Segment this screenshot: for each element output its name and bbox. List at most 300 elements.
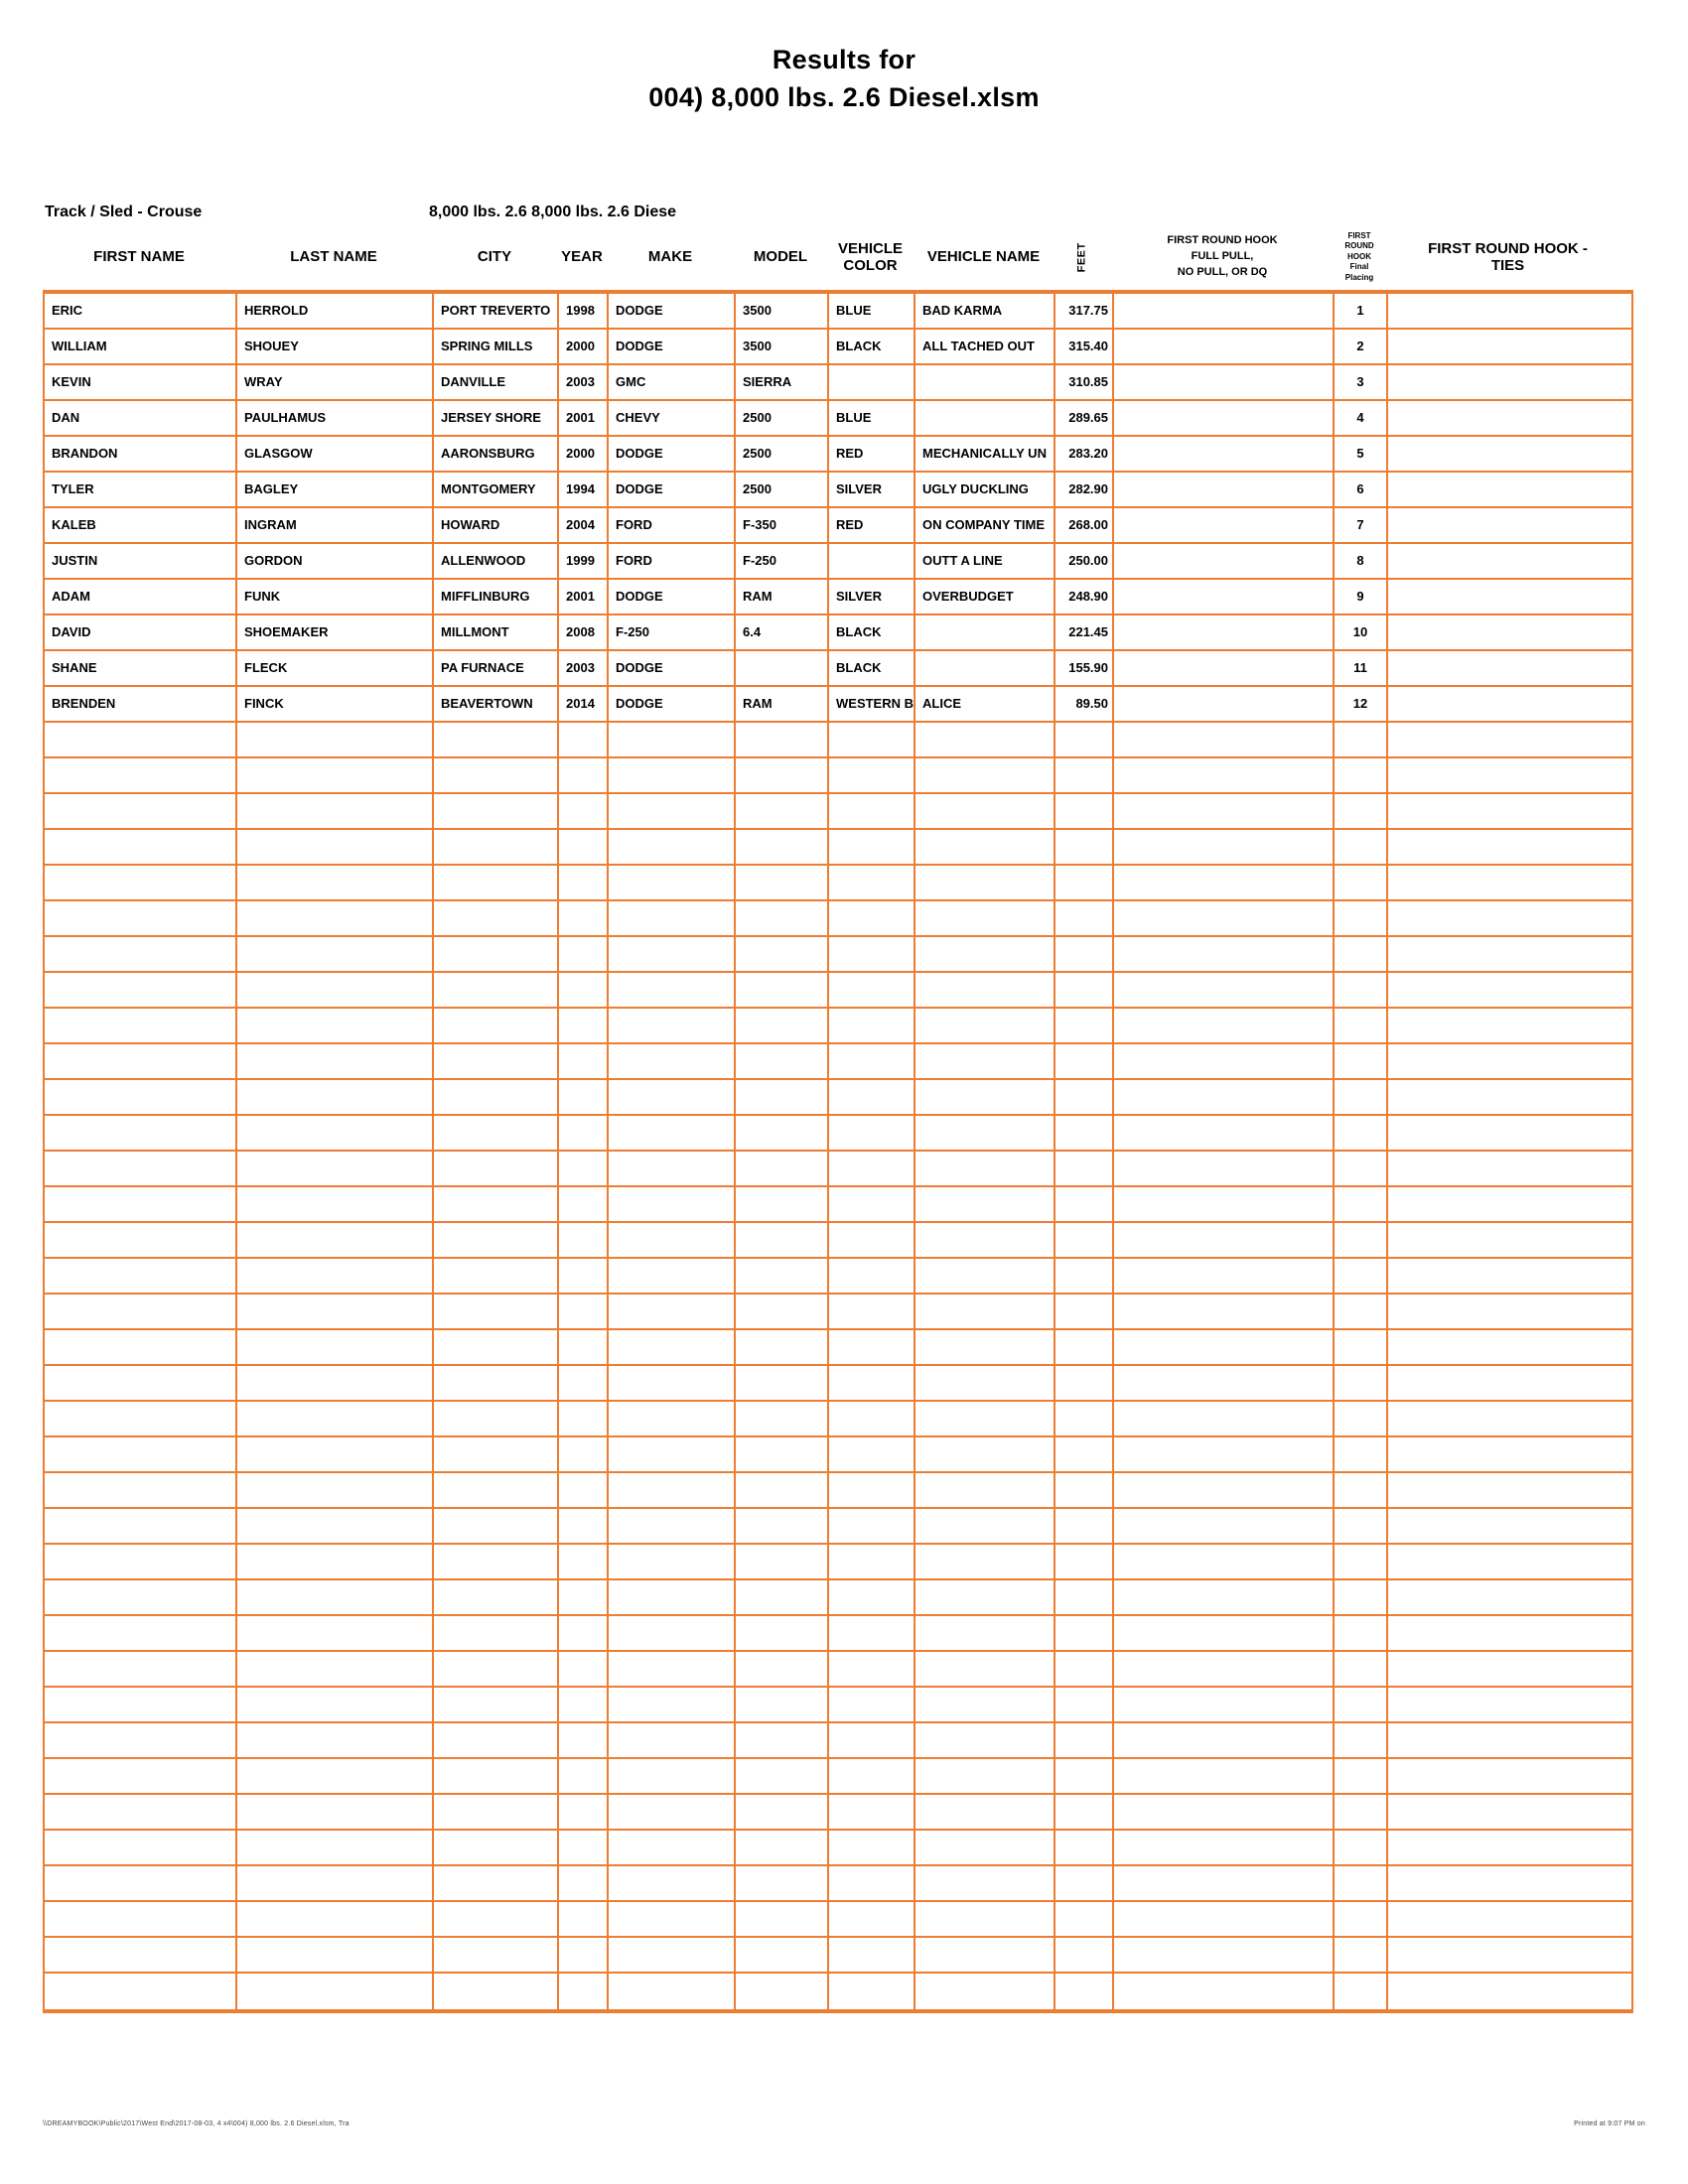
cell-placing xyxy=(1335,1616,1388,1650)
cell-city xyxy=(434,973,559,1007)
cell-year xyxy=(559,1652,609,1686)
meta-row xyxy=(0,204,1688,225)
vehicle-color-line1: VEHICLE xyxy=(837,239,903,257)
cell-make xyxy=(609,1616,736,1650)
cell-vehicle_color xyxy=(829,1437,915,1471)
cell-placing xyxy=(1335,1366,1388,1400)
cell-vehicle_color xyxy=(829,1259,915,1293)
cell-year xyxy=(559,1473,609,1507)
cell-feet xyxy=(1055,1616,1114,1650)
cell-feet xyxy=(1055,1080,1114,1114)
cell-vehicle_color xyxy=(829,365,915,399)
cell-feet xyxy=(1055,1831,1114,1864)
full-pull-line3: NO PULL, OR DQ xyxy=(1177,265,1268,278)
table-row xyxy=(45,1974,1631,2009)
cell-city xyxy=(434,1187,559,1221)
cell-last_name: GORDON xyxy=(237,544,434,578)
cell-make xyxy=(609,758,736,792)
cell-vehicle_name xyxy=(915,1366,1055,1400)
placing-line2: ROUND xyxy=(1344,241,1374,251)
cell-city: HOWARD xyxy=(434,508,559,542)
cell-vehicle_name xyxy=(915,937,1055,971)
cell-last_name xyxy=(237,1009,434,1042)
table-row xyxy=(45,1437,1631,1473)
cell-model xyxy=(736,830,829,864)
cell-vehicle_color xyxy=(829,1366,915,1400)
cell-make xyxy=(609,1652,736,1686)
cell-placing xyxy=(1335,1080,1388,1114)
cell-vehicle_name xyxy=(915,651,1055,685)
table-row xyxy=(45,1509,1631,1545)
cell-ties xyxy=(1388,1330,1631,1364)
cell-make xyxy=(609,901,736,935)
cell-full_pull xyxy=(1114,866,1335,899)
cell-make xyxy=(609,937,736,971)
cell-last_name: FLECK xyxy=(237,651,434,685)
cell-first_name xyxy=(45,1795,237,1829)
cell-make: DODGE xyxy=(609,651,736,685)
table-row xyxy=(45,1759,1631,1795)
cell-ties xyxy=(1388,508,1631,542)
cell-city: JERSEY SHORE xyxy=(434,401,559,435)
cell-year xyxy=(559,1688,609,1721)
column-header-vehicle-color xyxy=(827,224,914,290)
column-header-vehicle-name: VEHICLE NAME xyxy=(926,248,1041,266)
cell-full_pull xyxy=(1114,401,1335,435)
cell-year xyxy=(559,1295,609,1328)
cell-year xyxy=(559,1152,609,1185)
table-row xyxy=(45,723,1631,758)
cell-vehicle_name xyxy=(915,1473,1055,1507)
cell-vehicle_name xyxy=(915,1652,1055,1686)
cell-year xyxy=(559,794,609,828)
cell-placing xyxy=(1335,973,1388,1007)
cell-year xyxy=(559,1509,609,1543)
cell-ties xyxy=(1388,758,1631,792)
cell-feet xyxy=(1055,1402,1114,1435)
cell-year xyxy=(559,1259,609,1293)
cell-last_name xyxy=(237,1580,434,1614)
cell-last_name xyxy=(237,1974,434,2009)
cell-full_pull xyxy=(1114,1795,1335,1829)
cell-vehicle_name: MECHANICALLY UN xyxy=(915,437,1055,471)
cell-first_name xyxy=(45,1759,237,1793)
cell-first_name xyxy=(45,1688,237,1721)
cell-year xyxy=(559,830,609,864)
cell-vehicle_name xyxy=(915,1616,1055,1650)
table-row xyxy=(45,1580,1631,1616)
cell-first_name xyxy=(45,901,237,935)
cell-feet xyxy=(1055,1652,1114,1686)
cell-ties xyxy=(1388,1509,1631,1543)
cell-vehicle_color xyxy=(829,937,915,971)
cell-city xyxy=(434,1902,559,1936)
cell-ties xyxy=(1388,1652,1631,1686)
cell-vehicle_name xyxy=(915,1187,1055,1221)
table-row xyxy=(45,401,1631,437)
cell-ties xyxy=(1388,1723,1631,1757)
table-row xyxy=(45,580,1631,615)
cell-full_pull xyxy=(1114,365,1335,399)
cell-last_name xyxy=(237,1044,434,1078)
cell-model xyxy=(736,1616,829,1650)
cell-vehicle_color xyxy=(829,723,915,756)
cell-model xyxy=(736,758,829,792)
cell-full_pull xyxy=(1114,1509,1335,1543)
cell-feet xyxy=(1055,1330,1114,1364)
cell-make xyxy=(609,1473,736,1507)
cell-year xyxy=(559,1795,609,1829)
cell-city: PORT TREVERTO xyxy=(434,294,559,328)
cell-placing: 10 xyxy=(1335,615,1388,649)
cell-make: FORD xyxy=(609,508,736,542)
cell-city xyxy=(434,1509,559,1543)
cell-feet: 289.65 xyxy=(1055,401,1114,435)
cell-model xyxy=(736,937,829,971)
cell-placing xyxy=(1335,1116,1388,1150)
cell-first_name xyxy=(45,1044,237,1078)
table-row xyxy=(45,901,1631,937)
cell-city xyxy=(434,1831,559,1864)
cell-model xyxy=(736,1473,829,1507)
cell-year xyxy=(559,1831,609,1864)
cell-vehicle_name xyxy=(915,1295,1055,1328)
cell-city xyxy=(434,1366,559,1400)
cell-model xyxy=(736,1545,829,1578)
cell-vehicle_color: BLACK xyxy=(829,651,915,685)
table-row xyxy=(45,1473,1631,1509)
table-row xyxy=(45,544,1631,580)
column-header-row xyxy=(43,224,1633,290)
cell-year xyxy=(559,1437,609,1471)
table-row xyxy=(45,1044,1631,1080)
cell-feet xyxy=(1055,723,1114,756)
cell-full_pull xyxy=(1114,330,1335,363)
cell-first_name: BRANDON xyxy=(45,437,237,471)
column-header-city: CITY xyxy=(477,248,512,266)
cell-model xyxy=(736,651,829,685)
cell-model: SIERRA xyxy=(736,365,829,399)
cell-vehicle_color xyxy=(829,1295,915,1328)
cell-placing xyxy=(1335,1938,1388,1972)
cell-ties xyxy=(1388,1366,1631,1400)
cell-last_name: WRAY xyxy=(237,365,434,399)
cell-ties xyxy=(1388,1866,1631,1900)
cell-vehicle_color xyxy=(829,1545,915,1578)
cell-make: GMC xyxy=(609,365,736,399)
cell-city: DANVILLE xyxy=(434,365,559,399)
cell-full_pull xyxy=(1114,1187,1335,1221)
cell-last_name xyxy=(237,1473,434,1507)
table-row xyxy=(45,1330,1631,1366)
cell-last_name xyxy=(237,1187,434,1221)
cell-make xyxy=(609,1259,736,1293)
cell-city: MONTGOMERY xyxy=(434,473,559,506)
cell-placing xyxy=(1335,1688,1388,1721)
cell-full_pull xyxy=(1114,1044,1335,1078)
cell-vehicle_name: UGLY DUCKLING xyxy=(915,473,1055,506)
table-row xyxy=(45,1187,1631,1223)
cell-model xyxy=(736,1938,829,1972)
cell-model xyxy=(736,1866,829,1900)
cell-first_name xyxy=(45,1366,237,1400)
cell-feet: 315.40 xyxy=(1055,330,1114,363)
cell-full_pull xyxy=(1114,901,1335,935)
cell-placing xyxy=(1335,1295,1388,1328)
table-row xyxy=(45,866,1631,901)
cell-vehicle_name xyxy=(915,1259,1055,1293)
cell-vehicle_name xyxy=(915,830,1055,864)
cell-first_name xyxy=(45,1223,237,1257)
cell-make xyxy=(609,830,736,864)
table-row xyxy=(45,1116,1631,1152)
cell-vehicle_color xyxy=(829,1831,915,1864)
cell-first_name xyxy=(45,1330,237,1364)
cell-placing xyxy=(1335,1437,1388,1471)
cell-vehicle_name xyxy=(915,1938,1055,1972)
cell-vehicle_name xyxy=(915,1437,1055,1471)
cell-feet xyxy=(1055,1187,1114,1221)
cell-full_pull xyxy=(1114,1652,1335,1686)
cell-model xyxy=(736,1080,829,1114)
cell-vehicle_name xyxy=(915,1116,1055,1150)
cell-ties xyxy=(1388,1152,1631,1185)
cell-full_pull xyxy=(1114,1473,1335,1507)
cell-placing xyxy=(1335,1223,1388,1257)
cell-feet xyxy=(1055,1795,1114,1829)
cell-first_name xyxy=(45,1902,237,1936)
cell-ties xyxy=(1388,901,1631,935)
cell-vehicle_color xyxy=(829,1723,915,1757)
cell-last_name xyxy=(237,1402,434,1435)
cell-city: ALLENWOOD xyxy=(434,544,559,578)
cell-feet xyxy=(1055,1509,1114,1543)
cell-year: 1999 xyxy=(559,544,609,578)
cell-full_pull xyxy=(1114,651,1335,685)
table-row xyxy=(45,1009,1631,1044)
placing-line3: HOOK xyxy=(1347,251,1371,261)
cell-city xyxy=(434,1759,559,1793)
cell-make xyxy=(609,1759,736,1793)
table-row xyxy=(45,330,1631,365)
cell-model xyxy=(736,866,829,899)
table-row xyxy=(45,1295,1631,1330)
cell-ties xyxy=(1388,580,1631,614)
cell-ties xyxy=(1388,1295,1631,1328)
table-row xyxy=(45,1795,1631,1831)
cell-last_name xyxy=(237,723,434,756)
cell-last_name xyxy=(237,794,434,828)
cell-model: RAM xyxy=(736,580,829,614)
cell-make xyxy=(609,1366,736,1400)
cell-year xyxy=(559,973,609,1007)
cell-full_pull xyxy=(1114,1938,1335,1972)
cell-year xyxy=(559,1759,609,1793)
cell-last_name xyxy=(237,1688,434,1721)
cell-first_name xyxy=(45,1152,237,1185)
cell-first_name xyxy=(45,1723,237,1757)
cell-vehicle_color xyxy=(829,973,915,1007)
cell-vehicle_color: BLUE xyxy=(829,294,915,328)
cell-placing xyxy=(1335,794,1388,828)
cell-vehicle_name xyxy=(915,973,1055,1007)
cell-make xyxy=(609,1866,736,1900)
cell-make: DODGE xyxy=(609,687,736,721)
cell-first_name: KEVIN xyxy=(45,365,237,399)
ties-line2: TIES xyxy=(1490,257,1525,274)
cell-vehicle_name xyxy=(915,1759,1055,1793)
cell-city xyxy=(434,1616,559,1650)
table-row xyxy=(45,1688,1631,1723)
cell-city: MILLMONT xyxy=(434,615,559,649)
cell-placing xyxy=(1335,1402,1388,1435)
cell-vehicle_name xyxy=(915,1009,1055,1042)
cell-first_name: ERIC xyxy=(45,294,237,328)
cell-placing xyxy=(1335,1330,1388,1364)
cell-placing xyxy=(1335,758,1388,792)
cell-city xyxy=(434,1295,559,1328)
cell-model: 2500 xyxy=(736,473,829,506)
table-row xyxy=(45,651,1631,687)
report-title-line1: Results for xyxy=(772,45,916,74)
cell-last_name xyxy=(237,937,434,971)
cell-ties xyxy=(1388,973,1631,1007)
cell-model xyxy=(736,1009,829,1042)
cell-city xyxy=(434,758,559,792)
cell-full_pull xyxy=(1114,437,1335,471)
table-row xyxy=(45,365,1631,401)
table-row xyxy=(45,758,1631,794)
table-row xyxy=(45,830,1631,866)
cell-last_name xyxy=(237,1831,434,1864)
cell-vehicle_color xyxy=(829,901,915,935)
cell-feet xyxy=(1055,1116,1114,1150)
cell-ties xyxy=(1388,1831,1631,1864)
cell-city xyxy=(434,1044,559,1078)
cell-city: BEAVERTOWN xyxy=(434,687,559,721)
cell-vehicle_color xyxy=(829,1938,915,1972)
cell-vehicle_color xyxy=(829,1473,915,1507)
cell-year xyxy=(559,901,609,935)
table-row xyxy=(45,437,1631,473)
cell-vehicle_name xyxy=(915,758,1055,792)
cell-vehicle_name xyxy=(915,723,1055,756)
cell-vehicle_name xyxy=(915,1831,1055,1864)
cell-model xyxy=(736,1652,829,1686)
cell-vehicle_color xyxy=(829,1974,915,2009)
cell-model xyxy=(736,1295,829,1328)
cell-year: 1998 xyxy=(559,294,609,328)
table-row xyxy=(45,1831,1631,1866)
cell-year: 2003 xyxy=(559,365,609,399)
cell-placing: 3 xyxy=(1335,365,1388,399)
table-row xyxy=(45,687,1631,723)
cell-ties xyxy=(1388,1116,1631,1150)
cell-ties xyxy=(1388,615,1631,649)
cell-city xyxy=(434,1473,559,1507)
cell-year xyxy=(559,1187,609,1221)
cell-full_pull xyxy=(1114,1866,1335,1900)
cell-make xyxy=(609,1187,736,1221)
cell-placing xyxy=(1335,1187,1388,1221)
cell-first_name: ADAM xyxy=(45,580,237,614)
cell-full_pull xyxy=(1114,1902,1335,1936)
cell-placing xyxy=(1335,830,1388,864)
cell-ties xyxy=(1388,830,1631,864)
cell-last_name xyxy=(237,1116,434,1150)
cell-placing: 2 xyxy=(1335,330,1388,363)
results-grid xyxy=(43,290,1633,2013)
cell-make xyxy=(609,1545,736,1578)
cell-vehicle_name xyxy=(915,1044,1055,1078)
table-row xyxy=(45,1366,1631,1402)
cell-last_name xyxy=(237,973,434,1007)
cell-model: F-250 xyxy=(736,544,829,578)
cell-ties xyxy=(1388,1437,1631,1471)
cell-vehicle_color xyxy=(829,1866,915,1900)
cell-make xyxy=(609,1723,736,1757)
cell-feet: 317.75 xyxy=(1055,294,1114,328)
cell-last_name xyxy=(237,901,434,935)
footer-file-path: \\DREAMYBOOK\Public\2017\West End\2017-08-03, 4 x4\004) 8,000 lbs. 2.6 Diesel.xlsm, Tra xyxy=(43,2120,350,2127)
cell-ties xyxy=(1388,794,1631,828)
cell-last_name xyxy=(237,866,434,899)
cell-make xyxy=(609,1902,736,1936)
cell-last_name: SHOEMAKER xyxy=(237,615,434,649)
cell-placing xyxy=(1335,1509,1388,1543)
cell-first_name: SHANE xyxy=(45,651,237,685)
table-row xyxy=(45,1616,1631,1652)
cell-feet: 283.20 xyxy=(1055,437,1114,471)
cell-first_name xyxy=(45,1938,237,1972)
cell-last_name xyxy=(237,758,434,792)
cell-ties xyxy=(1388,866,1631,899)
cell-feet xyxy=(1055,937,1114,971)
cell-first_name xyxy=(45,1009,237,1042)
cell-placing xyxy=(1335,1831,1388,1864)
cell-placing: 7 xyxy=(1335,508,1388,542)
cell-vehicle_color xyxy=(829,1116,915,1150)
cell-last_name: HERROLD xyxy=(237,294,434,328)
column-header-ties xyxy=(1386,224,1629,290)
cell-city xyxy=(434,1437,559,1471)
cell-vehicle_color xyxy=(829,866,915,899)
cell-ties xyxy=(1388,1616,1631,1650)
cell-ties xyxy=(1388,1259,1631,1293)
cell-year xyxy=(559,1330,609,1364)
cell-city xyxy=(434,1866,559,1900)
cell-full_pull xyxy=(1114,1152,1335,1185)
cell-vehicle_color xyxy=(829,758,915,792)
cell-vehicle_name xyxy=(915,1152,1055,1185)
cell-model: 6.4 xyxy=(736,615,829,649)
cell-model xyxy=(736,901,829,935)
cell-make xyxy=(609,1509,736,1543)
table-row xyxy=(45,1723,1631,1759)
column-header-make: MAKE xyxy=(647,248,693,266)
cell-model xyxy=(736,1187,829,1221)
cell-last_name xyxy=(237,1938,434,1972)
cell-first_name: DAVID xyxy=(45,615,237,649)
cell-year xyxy=(559,1366,609,1400)
cell-city xyxy=(434,937,559,971)
cell-first_name: TYLER xyxy=(45,473,237,506)
cell-vehicle_name xyxy=(915,1974,1055,2009)
cell-city xyxy=(434,1545,559,1578)
cell-placing: 8 xyxy=(1335,544,1388,578)
cell-first_name xyxy=(45,937,237,971)
cell-make xyxy=(609,1437,736,1471)
